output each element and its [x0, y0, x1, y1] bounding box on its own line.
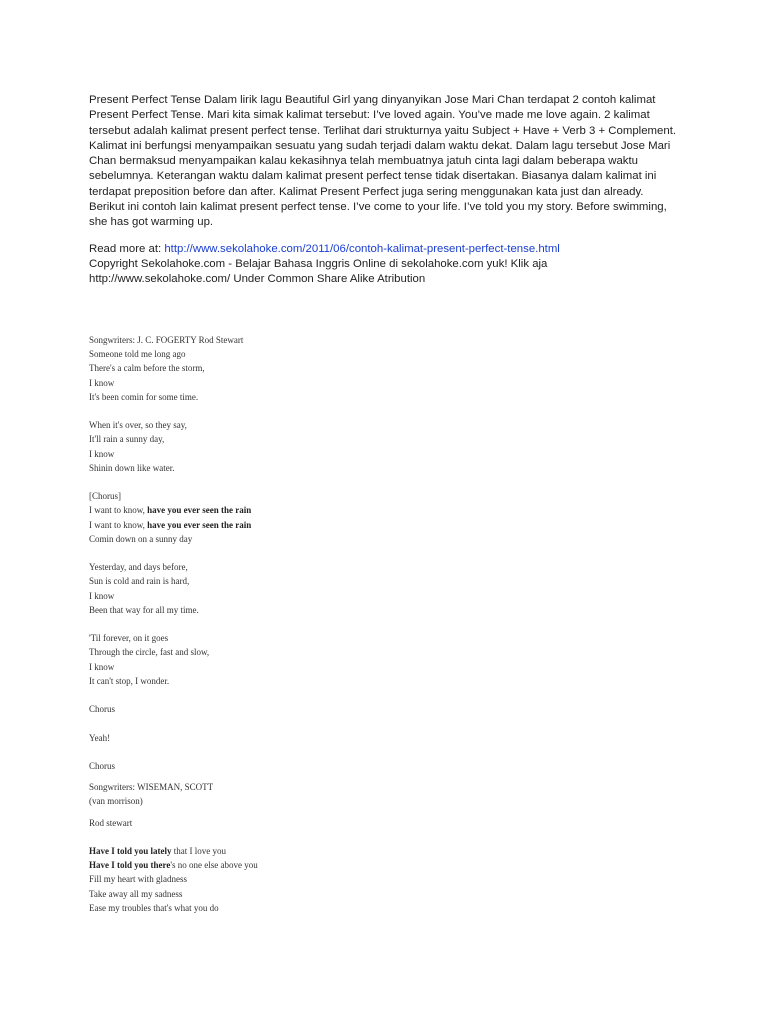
lyrics-section [89, 333, 509, 915]
lyric-line [89, 844, 509, 858]
stanza-gap [89, 475, 509, 489]
stanza-gap [89, 830, 509, 844]
lyric-line: Yeah! [89, 732, 111, 743]
chorus-marker: Chorus [89, 704, 116, 715]
chorus-line [89, 503, 509, 517]
intro-line: Kalimat ini berfungsi menyampaikan sesuatu yang sudah terjadi dalam waktu dekat. Dalam lagu tersebut Jose Mari [89, 139, 671, 152]
lyric-line-bold: Have I told you there [89, 860, 171, 871]
copyright [89, 257, 689, 288]
lyric-line: I know [89, 377, 115, 388]
stanza-gap [89, 546, 509, 560]
lyric-line-text: that I love you [171, 845, 226, 856]
intro-line: tersebut adalah kalimat present perfect tense. Terlihat dari strukturnya yaitu Subject + Have + Verb 3 + Complement. [89, 124, 677, 137]
lyric-line: Sun is cold and rain is hard, [89, 576, 190, 587]
songwriters-credit: Songwriters: J. C. FOGERTY Rod Stewart [89, 335, 244, 345]
lyric-line: Someone told me long ago [89, 349, 186, 360]
original-artist: (van morrison) [89, 796, 143, 807]
chorus-line [89, 518, 509, 532]
stanza-gap [89, 773, 509, 780]
lyric-line: It can't stop, I wonder. [89, 675, 170, 686]
lyric-line: Through the circle, fast and slow, [89, 647, 210, 658]
copyright-url: http://www.sekolahoke.com/ Under Common Share Alike Atribution [89, 273, 426, 286]
lyric-line-text: 's no one else above you [170, 860, 258, 871]
stanza-gap [89, 688, 509, 702]
stanza-gap [89, 404, 509, 418]
lyric-line: When it's over, so they say, [89, 420, 187, 431]
read-more-link[interactable]: http://www.sekolahoke.com/2011/06/contoh-kalimat-present-perfect-tense.html [164, 242, 560, 255]
lyric-line: I know [89, 448, 115, 459]
stanza-gap [89, 716, 509, 730]
intro-line: Present Perfect Tense. Mari kita simak kalimat tersebut: I’ve loved again. You’ve made me love again. 2 kalimat [89, 109, 650, 122]
lyric-line: Yesterday, and days before, [89, 562, 188, 573]
songwriters-credit: Songwriters: WISEMAN, SCOTT [89, 782, 214, 793]
lyric-line: It's been comin for some time. [89, 391, 199, 402]
intro-line: she has got warming up. [89, 216, 214, 229]
chorus-line-text: I want to know, [89, 505, 148, 516]
read-more-label: Read more at: [89, 242, 165, 255]
stanza-gap [89, 809, 509, 816]
intro-line: Chan bermaksud menyampaikan kalau kekasihnya telah membuatnya jatuh cinta lagi dalam beberapa waktu [89, 155, 638, 168]
chorus-line-text: I want to know, [89, 519, 148, 530]
intro-line: terdapat preposition before dan after. Kalimat Present Perfect juga sering menggunakan kata just dan already. [89, 185, 644, 198]
lyric-line: I know [89, 661, 115, 672]
intro-line: sebelumnya. Keterangan waktu dalam kalimat present perfect tense tidak disertakan. Biasanya dalam kalimat ini [89, 170, 657, 183]
lyric-line: Ease my troubles that's what you do [89, 902, 219, 913]
chorus-line-bold: have you ever seen the rain [147, 519, 252, 530]
copyright-line: Copyright Sekolahoke.com - Belajar Bahasa Inggris Online di sekolahoke.com yuk! Klik aja [89, 257, 548, 270]
lyric-line-bold: Have I told you lately [89, 845, 172, 856]
intro-paragraph [89, 93, 689, 231]
lyric-line: It'll rain a sunny day, [89, 434, 165, 445]
stanza-gap [89, 617, 509, 631]
stanza-gap [89, 745, 509, 759]
lyric-line: Been that way for all my time. [89, 604, 199, 615]
lyric-line: Take away all my sadness [89, 888, 183, 899]
chorus-marker: Chorus [89, 760, 116, 771]
intro-line: Present Perfect Tense Dalam lirik lagu Beautiful Girl yang dinyanyikan Jose Mari Chan terdapat 2 contoh kalimat [89, 94, 656, 106]
lyric-line: 'Til forever, on it goes [89, 633, 169, 644]
lyric-line: Shinin down like water. [89, 462, 175, 473]
performer: Rod stewart [89, 817, 133, 828]
lyric-line: Fill my heart with gladness [89, 874, 187, 885]
lyric-line: There's a calm before the storm, [89, 363, 205, 374]
intro-line: Berikut ini contoh lain kalimat present perfect tense. I’ve come to your life. I’ve told you my story. Before swimming, [89, 201, 667, 214]
intro-section [89, 93, 689, 288]
chorus-line-bold: have you ever seen the rain [147, 505, 252, 516]
chorus-tag: [Chorus] [89, 491, 121, 502]
read-more [89, 242, 689, 257]
chorus-line: Comin down on a sunny day [89, 533, 193, 544]
lyric-line: I know [89, 590, 115, 601]
lyric-line [89, 858, 509, 872]
